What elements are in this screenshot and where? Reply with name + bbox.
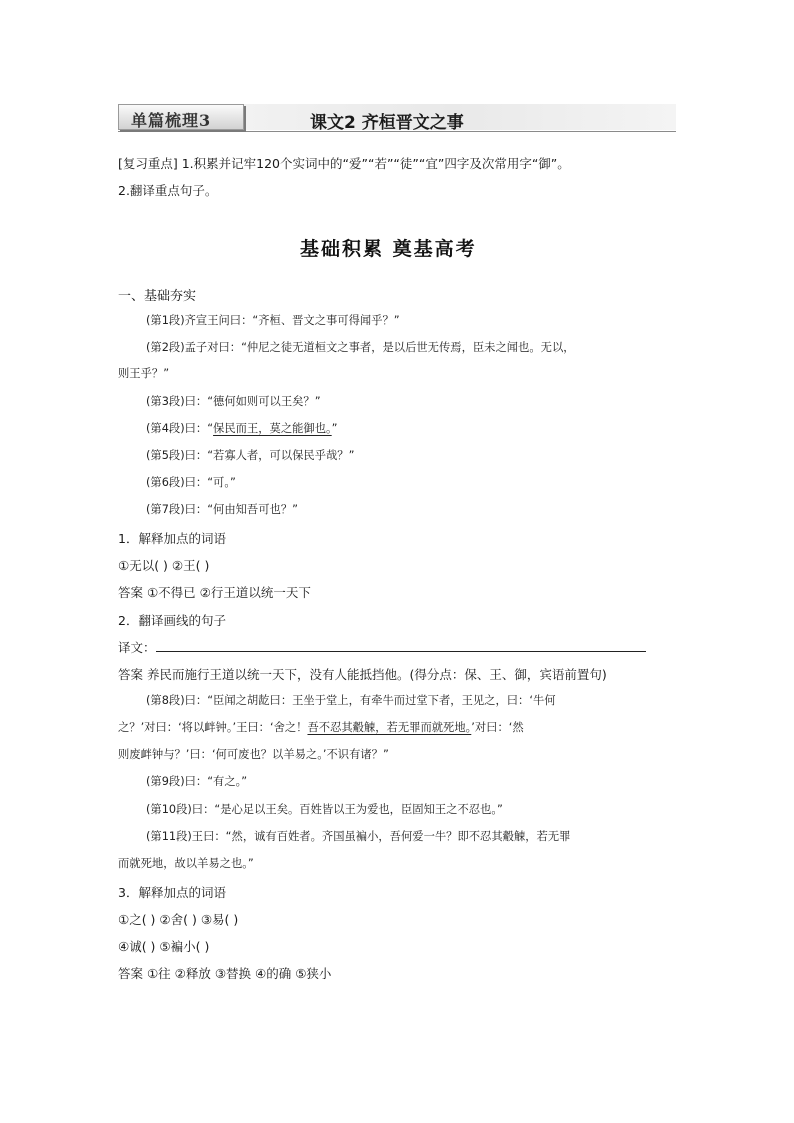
section-title: 基础积累 奠基高考 bbox=[300, 238, 477, 260]
paragraph-5: (第5段)曰：“若寡人者，可以保民乎哉？” bbox=[146, 449, 355, 462]
paragraph-2-line-2: 则王乎？” bbox=[118, 367, 170, 380]
paragraph-4-underlined-sentence: 保民而王，莫之能御也。 bbox=[213, 422, 332, 435]
question-1-answer: 答案 ①不得已 ②行王道以统一天下 bbox=[118, 585, 311, 600]
question-2-translation-row bbox=[118, 638, 646, 656]
section-tag-label: 单篇梳理3 bbox=[131, 111, 212, 130]
question-2-answer: 答案 养民而施行王道以统一天下，没有人能抵挡他。(得分点：保、王、御，宾语前置句) bbox=[118, 667, 607, 682]
paragraph-8-underlined-sentence: 吾不忍其觳觫，若无罪而就死地。 bbox=[307, 721, 472, 734]
paragraph-8-line-2-suffix: ’对曰：‘然 bbox=[471, 721, 524, 734]
question-3-title: 3．解释加点的词语 bbox=[118, 885, 226, 900]
question-1-items: ①无以( ) ②王( ) bbox=[118, 558, 210, 573]
paragraph-8-line-2 bbox=[118, 719, 524, 735]
question-3-items-row-2: ④诚( ) ⑤褊小( ) bbox=[118, 939, 210, 954]
paragraph-9: (第9段)曰：“有之。” bbox=[146, 775, 248, 788]
paragraph-10: (第10段)曰：“是心足以王矣。百姓皆以王为爱也，臣固知王之不忍也。” bbox=[146, 803, 503, 816]
paragraph-6: (第6段)曰：“可。” bbox=[146, 476, 236, 489]
paragraph-8-line-2-prefix: 之？’对曰：‘将以衅钟。’王曰：‘舍之！ bbox=[118, 721, 308, 734]
part-heading: 一、基础夯实 bbox=[118, 289, 197, 304]
paragraph-2-line-1: (第2段)孟子对曰：“仲尼之徒无道桓文之事者，是以后世无传焉，臣未之闻也。无以， bbox=[146, 341, 575, 354]
question-3-items-row-1: ①之( ) ②舍( ) ③易( ) bbox=[118, 912, 239, 927]
question-2-title: 2．翻译画线的句子 bbox=[118, 613, 226, 628]
paragraph-11-line-1: (第11段)王曰：“然，诚有百姓者。齐国虽褊小，吾何爱一牛？即不忍其觳觫，若无罪 bbox=[146, 830, 571, 843]
paragraph-4-prefix: (第4段)曰：“ bbox=[146, 422, 214, 435]
review-focus-line-2: 2.翻译重点句子。 bbox=[118, 183, 218, 198]
review-focus-line-1: [复习重点] 1.积累并记牢120个实词中的“爱”“若”“徒”“宜”四字及次常用字“御”。 bbox=[118, 156, 570, 171]
paragraph-8-line-1: (第8段)曰：“臣闻之胡龁曰：王坐于堂上，有牵牛而过堂下者，王见之，曰：‘牛何 bbox=[146, 694, 556, 707]
paragraph-1: (第1段)齐宣王问曰：“齐桓、晋文之事可得闻乎？” bbox=[146, 314, 400, 327]
paragraph-4-suffix: ” bbox=[331, 422, 338, 435]
paragraph-7: (第7段)曰：“何由知吾可也？” bbox=[146, 503, 298, 516]
paragraph-8-line-3: 则废衅钟与？’曰：‘何可废也？以羊易之。’不识有诸？” bbox=[118, 748, 389, 761]
question-1-title: 1．解释加点的词语 bbox=[118, 531, 226, 546]
question-3-answer: 答案 ①往 ②释放 ③替换 ④的确 ⑤狭小 bbox=[118, 966, 332, 981]
translation-label: 译文： bbox=[118, 640, 156, 655]
section-tag bbox=[118, 104, 244, 130]
paragraph-3: (第3段)曰：“德何如则可以王矣？” bbox=[146, 395, 321, 408]
paragraph-11-line-2: 而就死地，故以羊易之也。” bbox=[118, 857, 254, 870]
translation-blank[interactable] bbox=[156, 650, 646, 652]
paragraph-4 bbox=[146, 420, 338, 436]
lesson-title: 课文2 齐桓晋文之事 bbox=[310, 113, 464, 133]
